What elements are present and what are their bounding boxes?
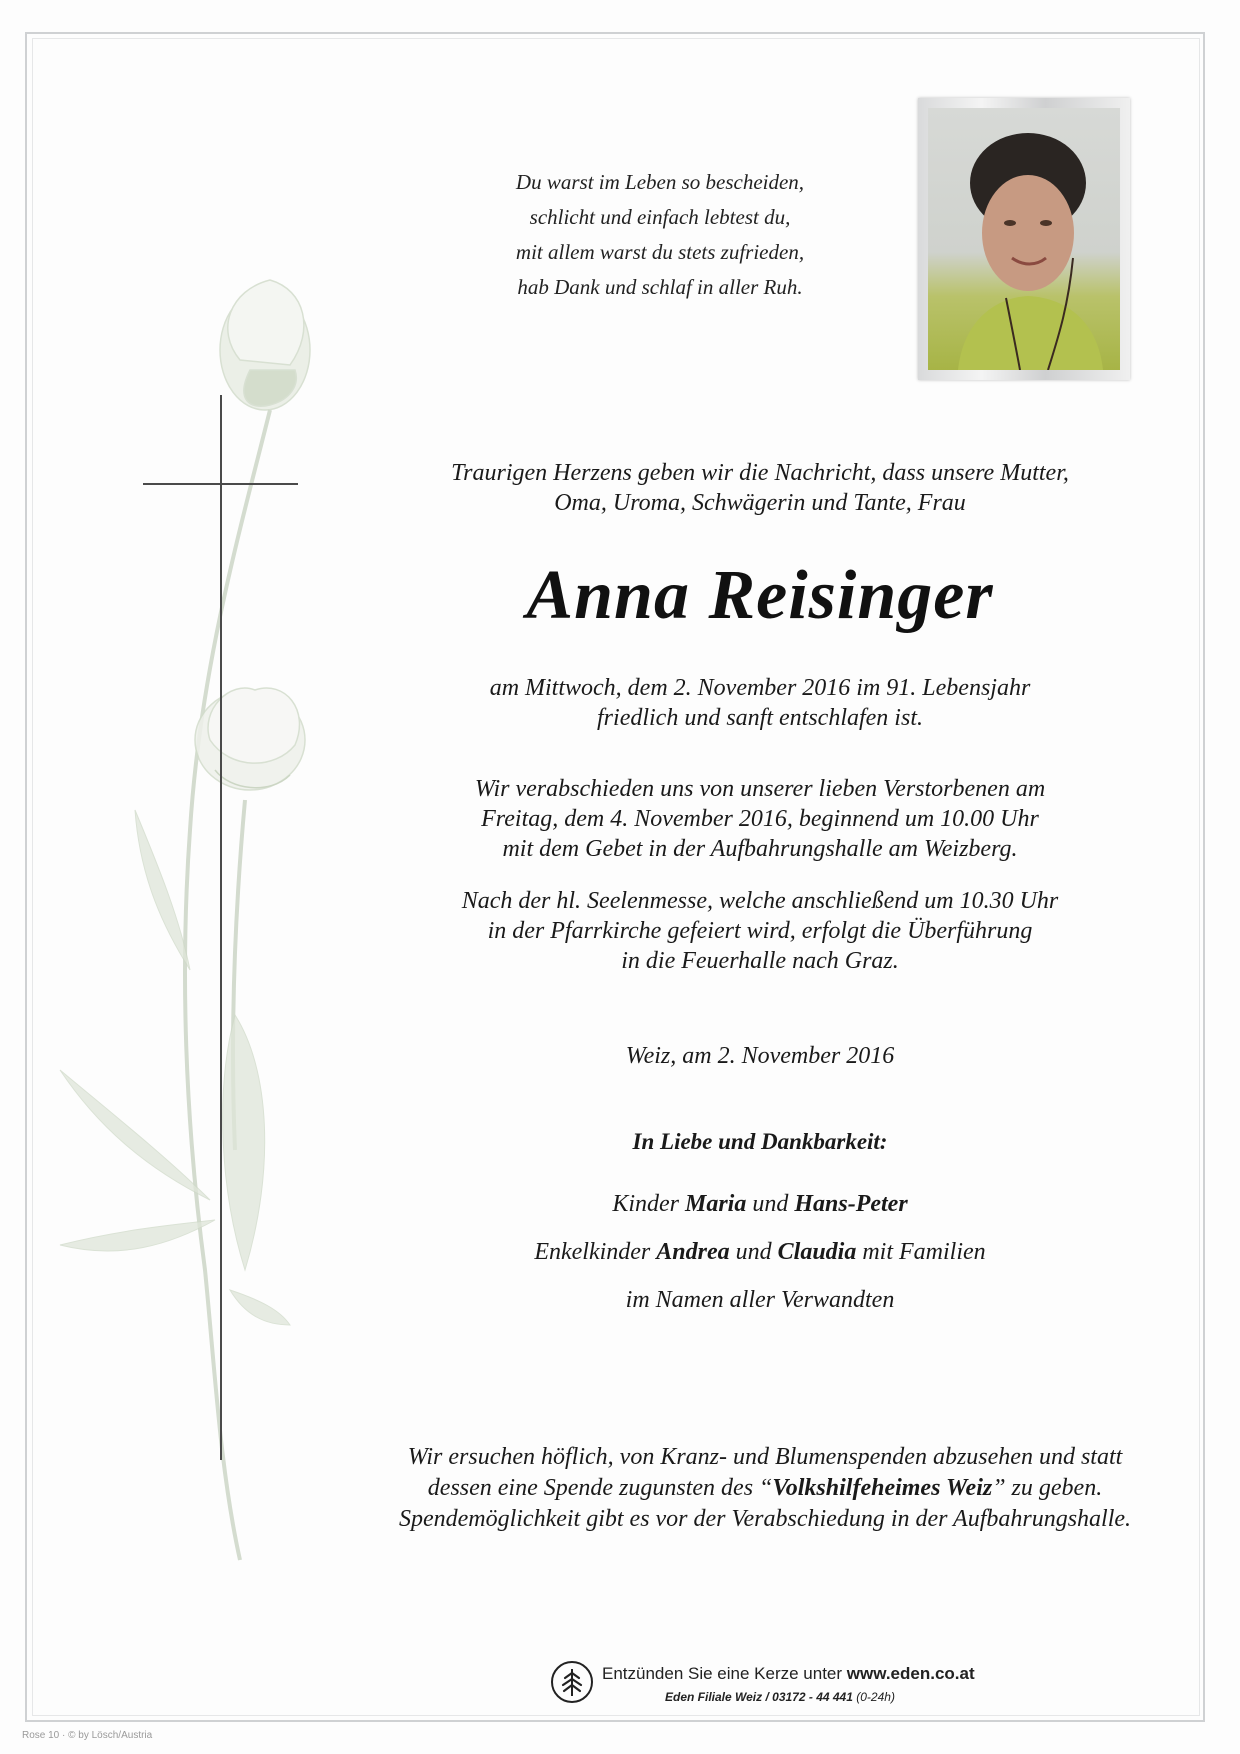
- announcement-intro: [360, 458, 1160, 518]
- grandchildren-line: [360, 1228, 1160, 1276]
- portrait-photo: [928, 108, 1120, 370]
- mourners-list: [360, 1180, 1160, 1324]
- opening-hours: (0-24h): [856, 1690, 895, 1704]
- branch-name: Eden Filiale Weiz /: [665, 1690, 769, 1704]
- website-link[interactable]: www.eden.co.at: [846, 1664, 975, 1683]
- intro-line: Traurigen Herzens geben wir die Nachricht, dass unsere Mutter,: [451, 460, 1069, 486]
- death-line: friedlich und sanft entschlafen ist.: [597, 705, 923, 731]
- love-heading: In Liebe und Dankbarkeit:: [632, 1129, 888, 1154]
- donation-line: Wir ersuchen höflich, von Kranz- und Blumenspenden abzusehen und statt: [407, 1444, 1123, 1470]
- farewell-details: [360, 774, 1160, 864]
- intro-line: Oma, Uroma, Schwägerin und Tante, Frau: [554, 490, 966, 516]
- candle-text: Entzünden Sie eine Kerze unter: [602, 1664, 843, 1683]
- farewell-line: Freitag, dem 4. November 2016, beginnend um 10.00 Uhr: [481, 806, 1039, 832]
- grandchild-name: Claudia: [777, 1239, 857, 1265]
- donation-prefix: dessen eine Spende zugunsten des “: [427, 1475, 773, 1501]
- farewell-line: Wir verabschieden uns von unserer lieben Verstorbenen am: [474, 776, 1046, 802]
- portrait-frame: [918, 98, 1130, 380]
- child-name: Hans-Peter: [794, 1191, 908, 1217]
- cross-vertical-bar: [220, 395, 222, 1460]
- grandchildren-prefix: Enkelkinder: [534, 1239, 651, 1265]
- mass-line: in die Feuerhalle nach Graz.: [621, 948, 899, 974]
- donation-line: Spendemöglichkeit gibt es vor der Verabschiedung in der Aufbahrungshalle.: [398, 1506, 1132, 1532]
- poem-line: schlicht und einfach lebtest du,: [529, 205, 791, 229]
- rose-illustration: [40, 270, 370, 1570]
- farewell-line: mit dem Gebet in der Aufbahrungshalle am Weizberg.: [502, 836, 1018, 862]
- branch-line: [665, 1690, 895, 1704]
- poem-line: hab Dank und schlaf in aller Ruh.: [517, 275, 803, 299]
- conjunction: und: [752, 1191, 789, 1217]
- donation-request: [330, 1442, 1200, 1535]
- grandchildren-suffix: mit Familien: [862, 1239, 986, 1265]
- cross-horizontal-bar: [143, 483, 298, 485]
- poem: [420, 165, 900, 305]
- donation-suffix: ” zu geben.: [992, 1475, 1103, 1501]
- child-name: Maria: [684, 1191, 747, 1217]
- donation-line: [330, 1473, 1200, 1504]
- place-and-date: Weiz, am 2. November 2016: [625, 1043, 895, 1069]
- poem-line: Du warst im Leben so bescheiden,: [515, 170, 805, 194]
- mass-details: [360, 886, 1160, 976]
- poem-line: mit allem warst du stets zufrieden,: [515, 240, 805, 264]
- eden-tree-logo-icon: [550, 1660, 594, 1704]
- candle-line: [602, 1664, 975, 1684]
- grandchild-name: Andrea: [656, 1239, 730, 1265]
- conjunction: und: [735, 1239, 772, 1265]
- mass-line: Nach der hl. Seelenmesse, welche anschließend um 10.30 Uhr: [461, 888, 1059, 914]
- footer: [550, 1660, 1030, 1710]
- donation-organization: Volkshilfeheimes Weiz: [772, 1475, 993, 1501]
- children-prefix: Kinder: [612, 1191, 679, 1217]
- death-line: am Mittwoch, dem 2. November 2016 im 91. Lebensjahr: [489, 675, 1031, 701]
- phone-number: 03172 - 44 441: [772, 1690, 853, 1704]
- design-credit: Rose 10 · © by Lösch/Austria: [22, 1730, 153, 1741]
- mass-line: in der Pfarrkirche gefeiert wird, erfolgt die Überführung: [487, 918, 1033, 944]
- relatives-line: im Namen aller Verwandten: [625, 1287, 895, 1313]
- children-line: [360, 1180, 1160, 1228]
- deceased-name: Anna Reisinger: [526, 557, 994, 634]
- death-date: [360, 673, 1160, 733]
